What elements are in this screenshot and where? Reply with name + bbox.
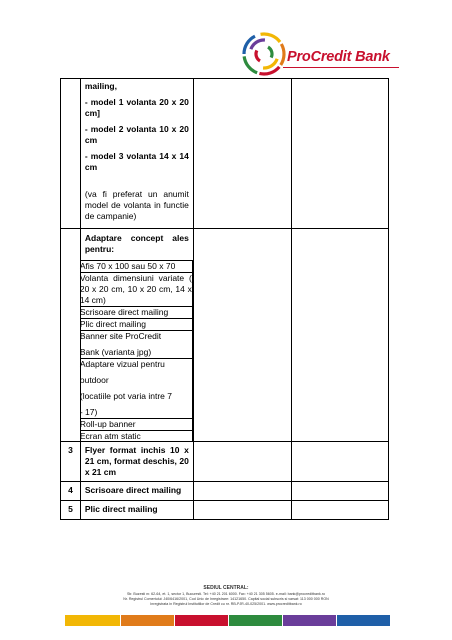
row-number-cell bbox=[61, 79, 81, 229]
row-number: 3 bbox=[61, 442, 81, 482]
empty-cell bbox=[193, 229, 291, 442]
adapt-item: (locatiile pot varia intre 7 bbox=[79, 391, 172, 401]
empty-cell bbox=[291, 79, 388, 229]
adapt-item: - 17) bbox=[79, 407, 98, 417]
row-number: 5 bbox=[61, 501, 81, 520]
footer-color-bar bbox=[175, 615, 228, 626]
empty-cell bbox=[291, 229, 388, 442]
row-text: Flyer format inchis 10 x 21 cm, format deschis, 20 x 21 cm bbox=[84, 445, 189, 477]
cont-line: - model 1 volanta 20 x 20 cm] bbox=[84, 97, 189, 118]
footer-line: Str. Buzesti nr. 62-64, et. 1, sector 1, Bucuresti. Tel: +40 21 201 6000. Fax: +40 21 305 5605. e-mail: bank@procreditbank.ro bbox=[127, 592, 325, 596]
empty-cell bbox=[193, 482, 291, 501]
table-row bbox=[61, 79, 389, 229]
footer-title: SEDIUL CENTRAL: bbox=[203, 585, 249, 591]
cont-note: (va fi preferat un anumit model de volanta in functie de campanie) bbox=[84, 189, 189, 221]
adapt-heading: Adaptare concept ales pentru: bbox=[84, 233, 189, 254]
adapt-item: Afis 70 x 100 sau 50 x 70 bbox=[80, 261, 193, 273]
empty-cell bbox=[291, 442, 388, 482]
brand-underline bbox=[283, 67, 399, 68]
cont-line: - model 2 volanta 10 x 20 cm bbox=[84, 124, 189, 145]
empty-cell bbox=[291, 501, 388, 520]
description-cell bbox=[80, 79, 193, 229]
footer bbox=[0, 585, 452, 607]
row-number-cell bbox=[61, 229, 81, 442]
description-cell bbox=[80, 229, 193, 442]
footer-color-bar bbox=[283, 615, 336, 626]
footer-color-bar bbox=[65, 615, 120, 626]
offer-table bbox=[60, 78, 389, 520]
adapt-item-group bbox=[80, 331, 193, 359]
adapt-item-group bbox=[80, 359, 193, 419]
footer-color-bar bbox=[337, 615, 390, 626]
empty-cell bbox=[291, 482, 388, 501]
adapt-item: Plic direct mailing bbox=[80, 319, 193, 331]
footer-line: Nr. Registrul Comertului: J40/6416/2001, Cod Unic de Inregistrare: 14121650. Capital social subscris si varsat: 113 000 000 RON bbox=[123, 597, 329, 601]
adapt-item: Scrisoare direct mailing bbox=[80, 307, 193, 319]
row-text: Plic direct mailing bbox=[84, 504, 158, 514]
adapt-item: Ecran atm static bbox=[80, 431, 193, 443]
table-row bbox=[61, 501, 389, 520]
cont-line: - model 3 volanta 14 x 14 cm bbox=[84, 151, 189, 172]
adapt-item: outdoor bbox=[79, 375, 109, 385]
adapt-item: Adaptare vizual pentru bbox=[79, 359, 165, 369]
cont-line: mailing, bbox=[84, 81, 117, 91]
adapt-item: Banner site ProCredit bbox=[79, 331, 162, 341]
empty-cell bbox=[193, 501, 291, 520]
description-cell bbox=[80, 482, 193, 501]
row-text: Scrisoare direct mailing bbox=[84, 485, 182, 495]
footer-color-bar bbox=[121, 615, 174, 626]
brand-name: ProCredit Bank bbox=[287, 49, 390, 65]
table-row bbox=[61, 442, 389, 482]
row-number: 4 bbox=[61, 482, 81, 501]
description-cell bbox=[80, 501, 193, 520]
empty-cell bbox=[193, 79, 291, 229]
footer-line: Inregistrata in Registrul Institutiilor de Credit cu nr. RB-PJR-40-025/2001. www.procreditbank.ro bbox=[150, 602, 302, 606]
table-row bbox=[61, 482, 389, 501]
empty-cell bbox=[193, 442, 291, 482]
adapt-item: Bank (varianta jpg) bbox=[79, 347, 152, 357]
footer-color-bar bbox=[229, 615, 282, 626]
description-cell bbox=[80, 442, 193, 482]
adapt-item: Volanta dimensiuni variate ( 20 x 20 cm, 10 x 20 cm, 14 x 14 cm) bbox=[79, 273, 192, 305]
table-row bbox=[61, 229, 389, 442]
adapt-item: Roll-up banner bbox=[80, 419, 193, 431]
